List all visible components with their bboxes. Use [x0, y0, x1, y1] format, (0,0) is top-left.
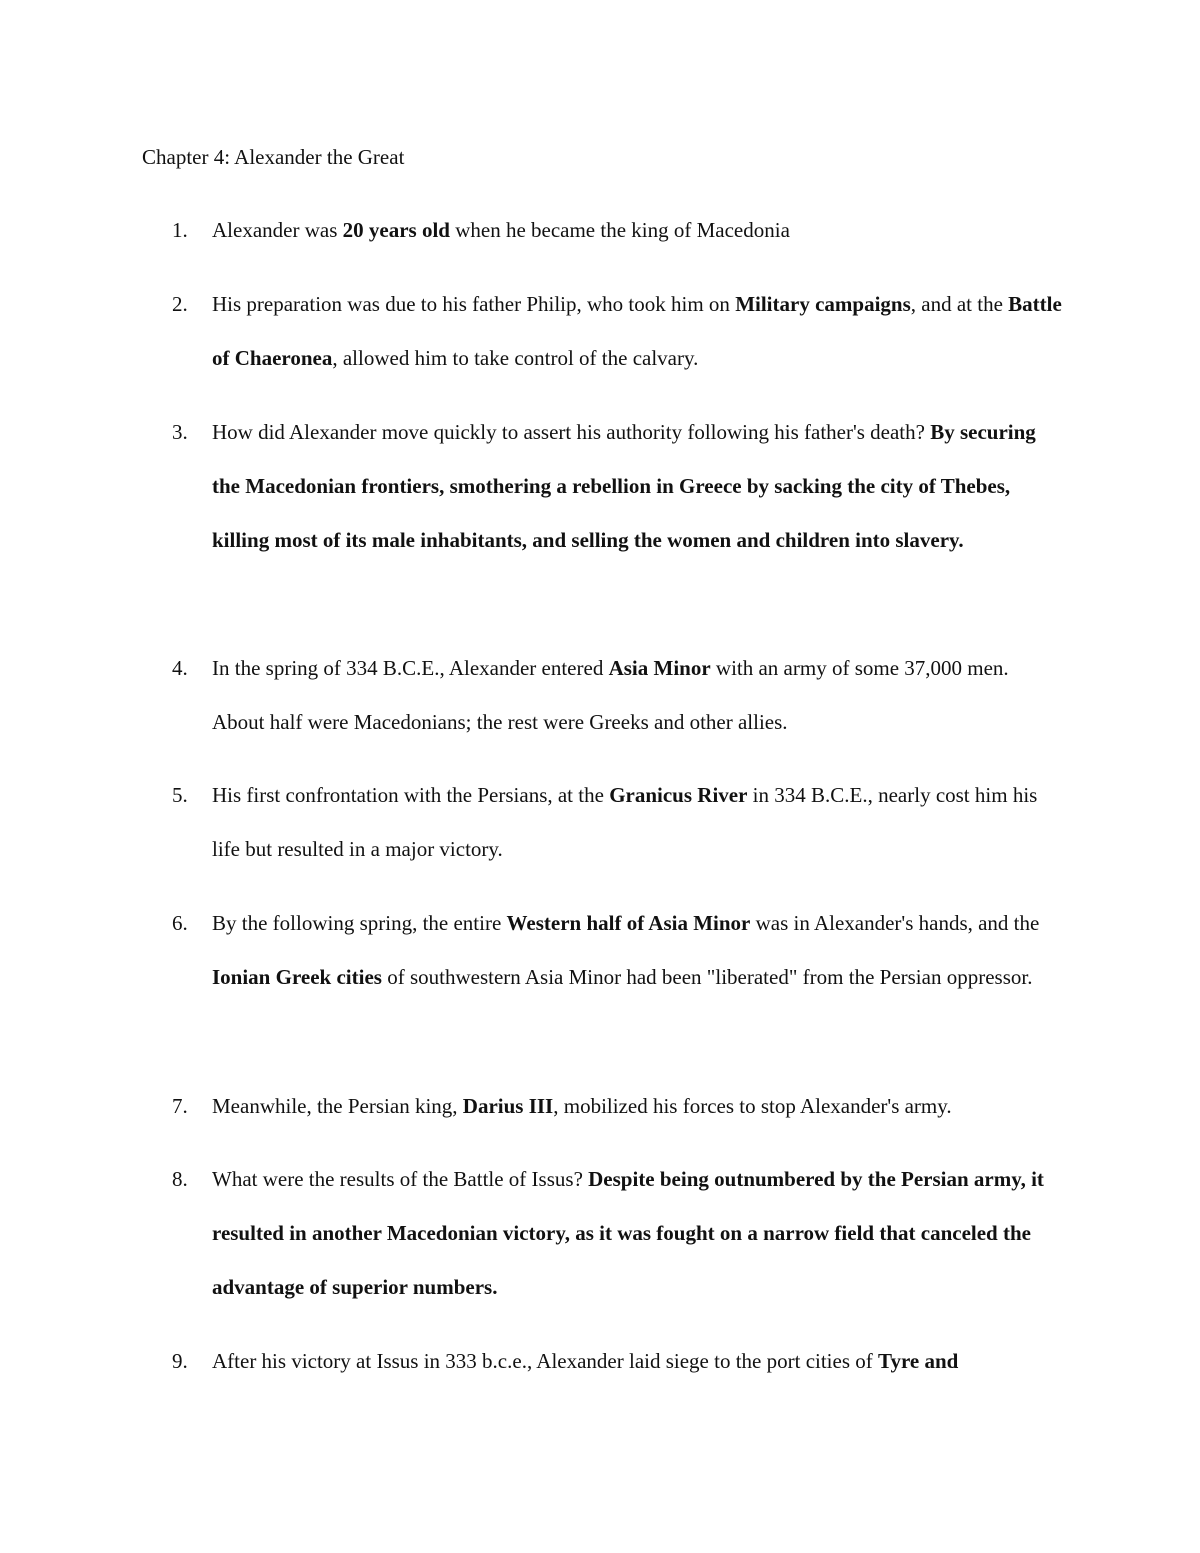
- item-text: [212, 1334, 1062, 1388]
- bold-answer-text: Military campaigns: [735, 292, 911, 316]
- bold-answer-text: Ionian Greek cities: [212, 965, 382, 989]
- bold-answer-text: Western half of Asia Minor: [506, 911, 751, 935]
- item-text-segment: His first confrontation with the Persians, at the: [212, 783, 610, 807]
- item-number: 3.: [172, 420, 188, 444]
- bold-answer-text: Battle of Chaeronea: [212, 292, 1062, 370]
- item-text: [212, 896, 1062, 1004]
- document-title: Chapter 4: Alexander the Great: [142, 145, 405, 169]
- item-text-segment: with an army of some 37,000 men. About half were Macedonians; the rest were Greeks and other allies.: [212, 656, 1009, 734]
- item-number: 8.: [172, 1167, 188, 1191]
- item-text-segment: What were the results of the Battle of Issus?: [212, 1167, 589, 1191]
- item-number: 5.: [172, 783, 188, 807]
- item-text-segment: Alexander was: [212, 218, 343, 242]
- item-text: [212, 1152, 1062, 1314]
- item-text: [212, 1079, 1062, 1133]
- item-text-segment: when he became the king of Macedonia: [449, 218, 790, 242]
- item-text: [212, 641, 1062, 749]
- bold-answer-text: Asia Minor: [608, 656, 711, 680]
- item-text-segment: in 334 B.C.E., nearly cost him his life but resulted in a major victory.: [212, 783, 1038, 861]
- item-text: [212, 405, 1062, 567]
- item-text-segment: Meanwhile, the Persian king,: [212, 1094, 463, 1118]
- bold-answer-text: Granicus River: [609, 783, 748, 807]
- item-text-segment: , and at the: [910, 292, 1009, 316]
- item-text-segment: , allowed him to take control of the calvary.: [332, 346, 699, 370]
- item-text: [212, 768, 1062, 876]
- item-number: 4.: [172, 656, 188, 680]
- item-text-segment: was in Alexander's hands, and the: [750, 911, 1040, 935]
- item-text-segment: In the spring of 334 B.C.E., Alexander entered: [212, 656, 609, 680]
- item-text-segment: , mobilized his forces to stop Alexander's army.: [553, 1094, 952, 1118]
- bold-answer-text: 20 years old: [342, 218, 450, 242]
- item-text-segment: By the following spring, the entire: [212, 911, 507, 935]
- item-text-segment: of southwestern Asia Minor had been "liberated" from the Persian oppressor.: [381, 965, 1033, 989]
- item-text: [212, 203, 1062, 257]
- bold-answer-text: By securing the Macedonian frontiers, smothering a rebellion in Greece by sacking the city of Thebes, killing most of its male inhabitants, and selling the women and children into slavery.: [212, 420, 1036, 552]
- bold-answer-text: Tyre and: [878, 1349, 959, 1373]
- item-number: 9.: [172, 1349, 188, 1373]
- item-number: 2.: [172, 292, 188, 316]
- item-text-segment: His preparation was due to his father Philip, who took him on: [212, 292, 736, 316]
- item-text: [212, 277, 1062, 385]
- item-text-segment: How did Alexander move quickly to assert his authority following his father's death?: [212, 420, 931, 444]
- item-number: 1.: [172, 218, 188, 242]
- bold-answer-text: Despite being outnumbered by the Persian army, it resulted in another Macedonian victory, as it was fought on a narrow field that canceled the advantage of superior numbers.: [212, 1167, 1044, 1299]
- item-number: 6.: [172, 911, 188, 935]
- item-number: 7.: [172, 1094, 188, 1118]
- bold-answer-text: Darius III: [462, 1094, 554, 1118]
- item-text-segment: After his victory at Issus in 333 b.c.e., Alexander laid siege to the port cities of: [212, 1349, 879, 1373]
